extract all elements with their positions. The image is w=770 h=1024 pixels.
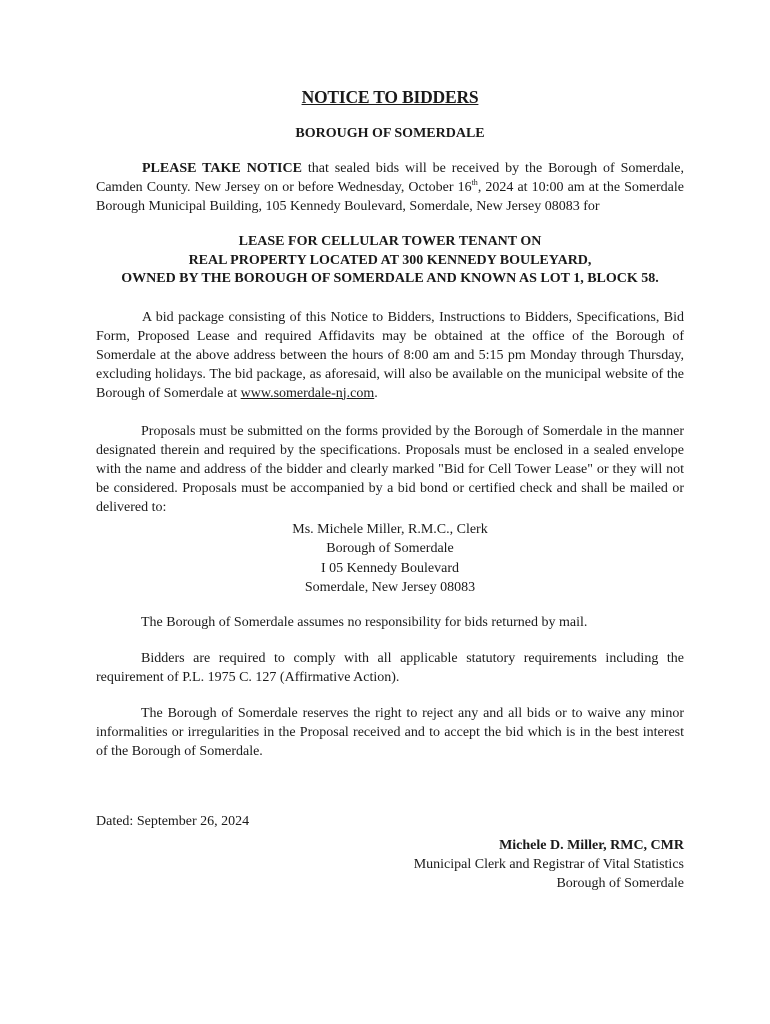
reservation-paragraph: The Borough of Somerdale reserves the right to reject any and all bids or to waive any minor informalities or irregularities in the Proposal received and to accept the bid which is in the best interest of the Borough of Somerdale. [96,705,684,759]
proposals-paragraph: Proposals must be submitted on the forms provided by the Borough of Somerdale in the manner designated therein and required by the specifications. Proposals must be enclosed in a sealed envelope with the name and address of the bidder and clearly marked "Bid for Cell Tower Lease" or they will not be considered. Proposals must be accompanied by a bid bond or certified check and shall be mailed or delivered to: [96,423,684,515]
mail-responsibility-paragraph: The Borough of Somerdale assumes no responsibility for bids returned by mail. [141,614,588,630]
lease-heading-line-1: LEASE FOR CELLULAR TOWER TENANT ON [238,234,542,249]
signature-block [96,836,684,893]
notice-text-b: , 2024 at 10:00 am at the Somerdale Borough Municipal Building, 105 Kennedy Boulevard, Somerdale, New Jersey 08083 for [96,180,684,214]
notice-paragraph [96,159,684,216]
bid-package-end: . [374,385,378,401]
address-line-2: Borough of Somerdale [326,541,454,556]
notice-lead: PLEASE TAKE NOTICE [142,161,302,176]
clerk-address [96,520,684,598]
signatory-organization: Borough of Somerdale [556,875,684,891]
address-line-4: Somerdale, New Jersey 08083 [304,580,476,595]
signatory-name: Michele D. Miller, RMC, CMR [499,837,684,853]
bid-package-text: A bid package consisting of this Notice to Bidders, Instructions to Bidders, Specifications, Bid Form, Proposed Lease and required Affidavits may be obtained at the office of the Borough of Somerdale at the above address between the hours of 8:00 am and 5:15 pm Monday through Thursday, excluding holidays. The bid package, as aforesaid, will also be available on the municipal website of the Borough of Somerdale at [96,309,684,401]
signatory-title: Municipal Clerk and Registrar of Vital Statistics [413,856,684,872]
lease-heading-line-2: REAL PROPERTY LOCATED AT 300 KENNEDY BOULEYARD, [188,252,592,268]
address-line-1: Ms. Michele Miller, R.M.C., Clerk [292,521,488,537]
address-line-3: I 05 Kennedy Boulevard [320,560,460,576]
notice-title: NOTICE TO BIDDERS [301,87,479,107]
lease-heading-line-3: OWNED BY THE BOROUGH OF SOMERDALE AND KNOWN AS LOT 1, BLOCK 58. [121,271,659,286]
bid-package-paragraph [96,308,684,403]
date-suffix: th [471,178,478,187]
compliance-paragraph: Bidders are required to comply with all applicable statutory requirements including the requirement of P.L. 1975 C. 127 (Affirmative Action). [96,650,684,685]
notice-text-a: that sealed bids will be received by the Borough of Somerdale, Camden County. New Jersey on or before Wednesday, October 16 [96,161,684,195]
municipal-website-link[interactable]: www.somerdale-nj.com [240,385,375,401]
lease-heading [96,233,684,289]
dated-line: Dated: September 26, 2024 [96,813,250,829]
borough-heading: BOROUGH OF SOMERDALE [295,126,485,141]
